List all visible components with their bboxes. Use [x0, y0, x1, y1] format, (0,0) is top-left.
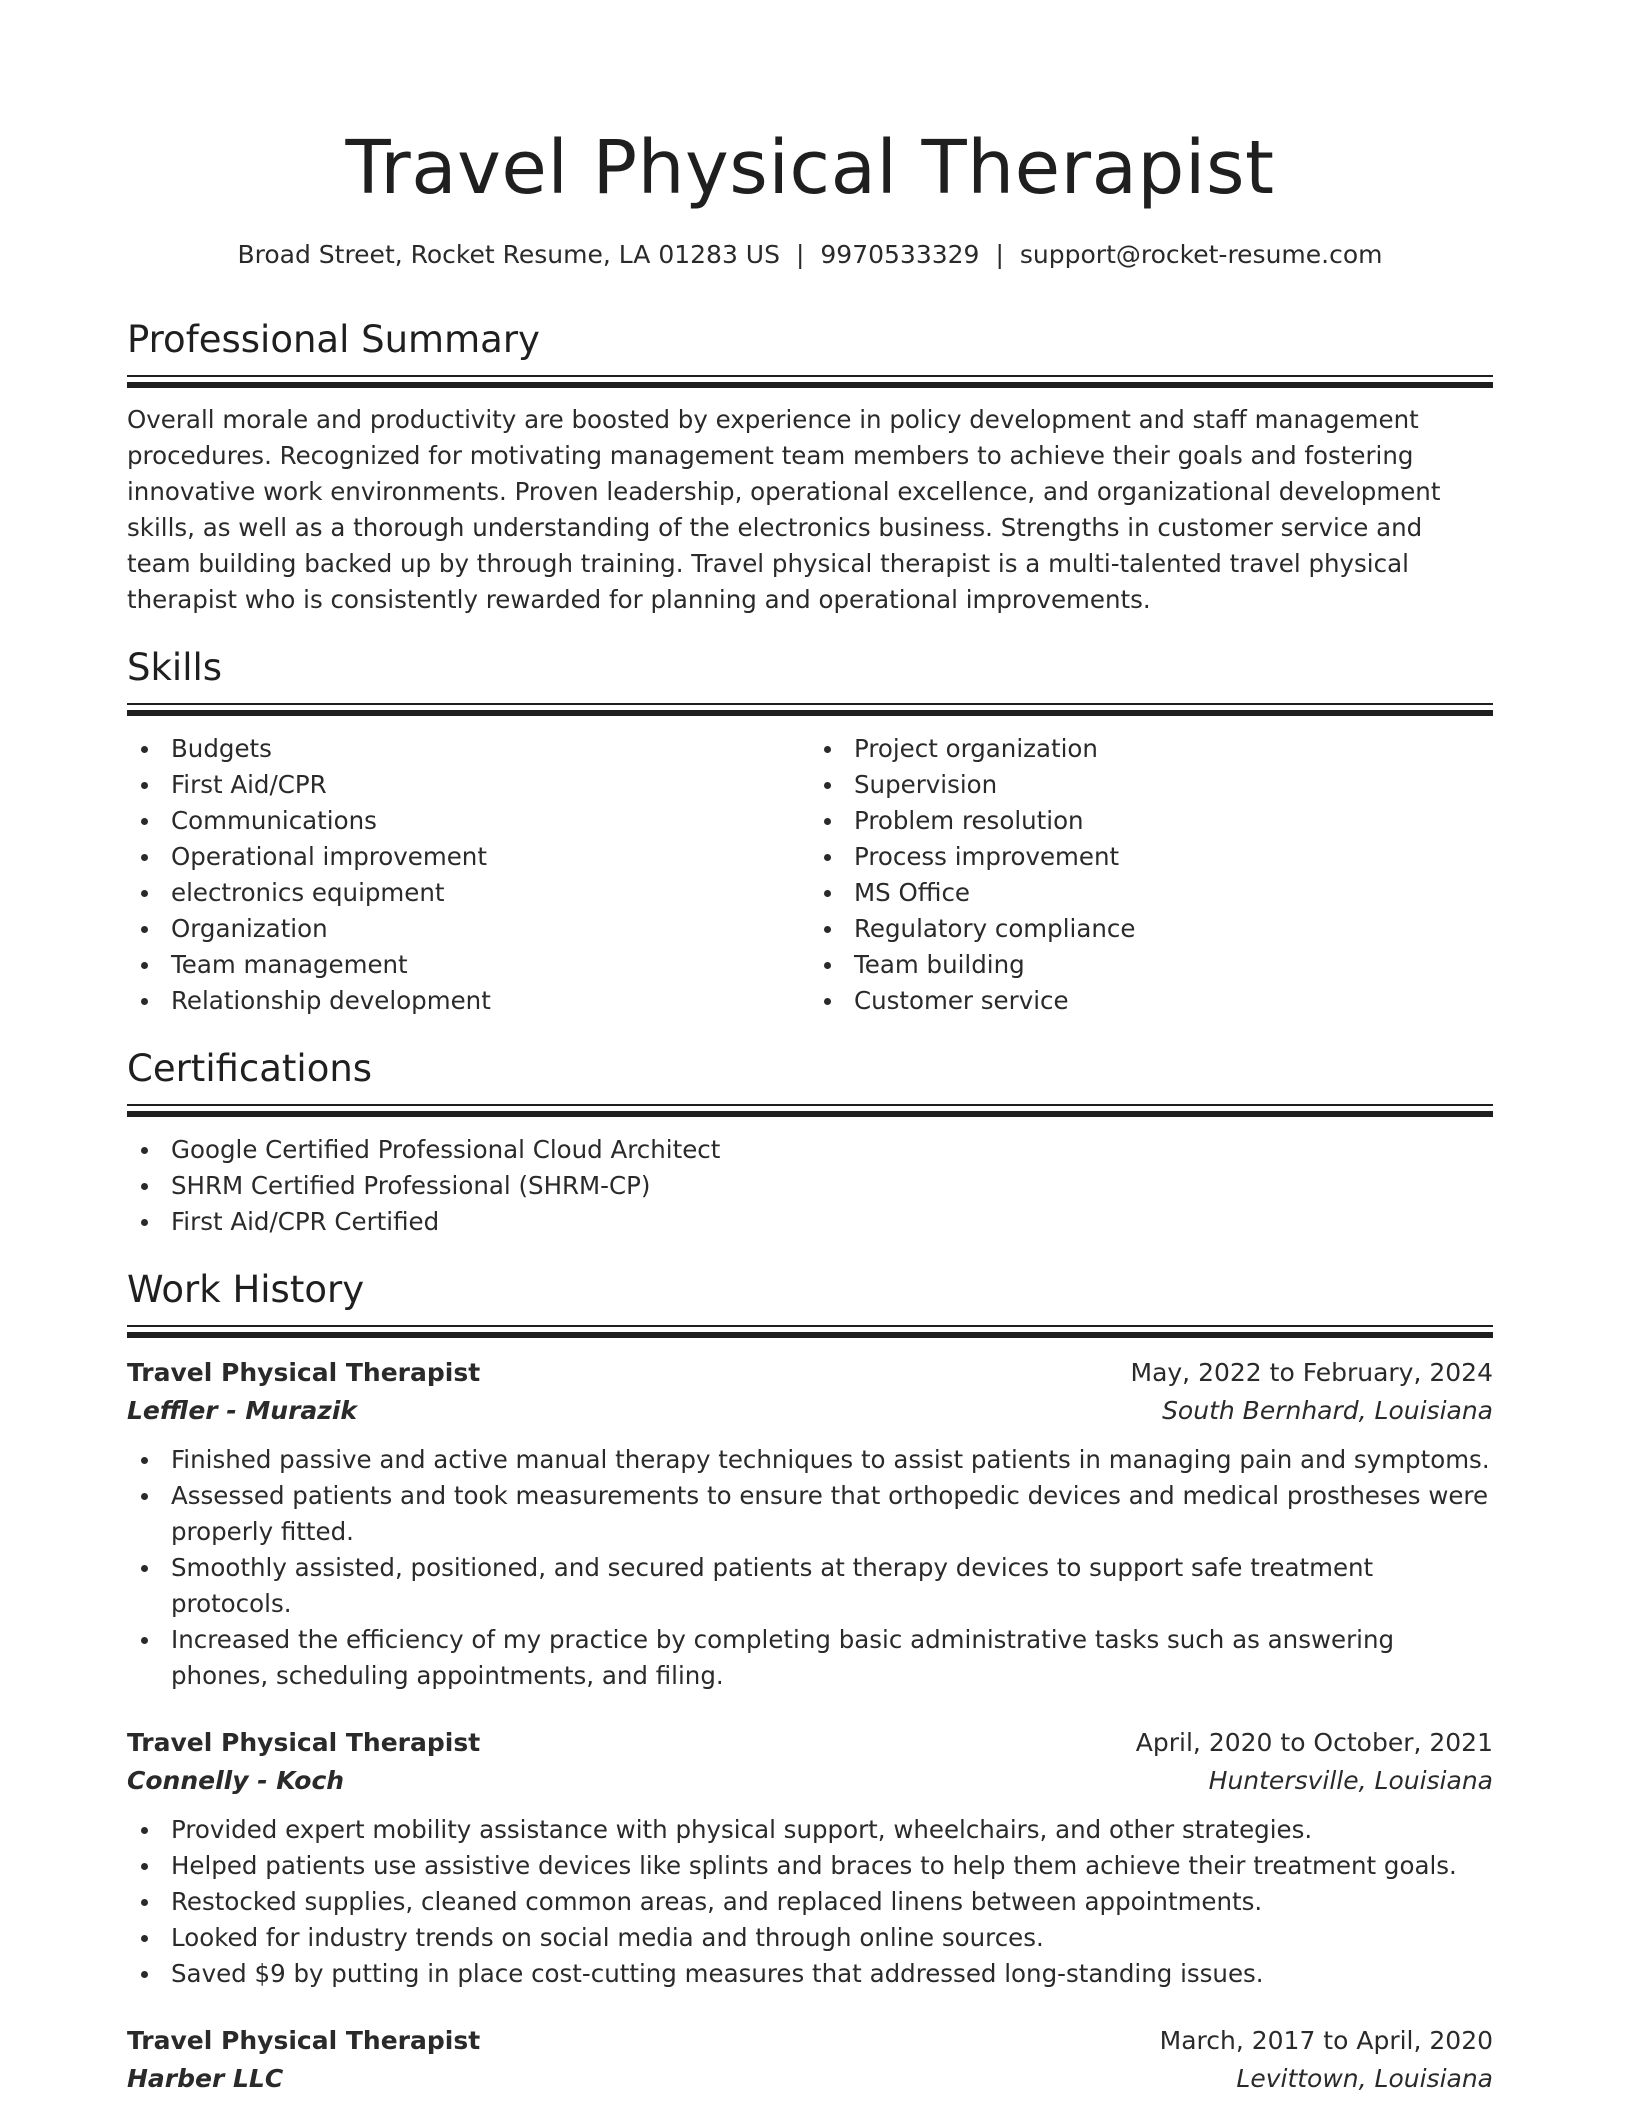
skill-item: Project organization [810, 731, 1493, 767]
skill-item: Budgets [127, 731, 810, 767]
job-bullets [127, 1442, 1493, 1694]
job-header-row [127, 1354, 1493, 1392]
job-bullet: Assessed patients and took measurements to ensure that orthopedic devices and medical prostheses were properly fitted. [127, 1478, 1493, 1550]
contact-email[interactable]: support@rocket-resume.com [1019, 240, 1383, 269]
resume-page [127, 0, 1493, 2098]
job-entry [127, 1354, 1493, 1694]
section-title-work-history: Work History [127, 1268, 365, 1311]
skill-item: Team management [127, 947, 810, 983]
contact-separator: | [795, 240, 805, 269]
job-location: Huntersville, Louisiana [1208, 1766, 1493, 1795]
certification-item: First Aid/CPR Certified [127, 1204, 1493, 1240]
skill-item: Operational improvement [127, 839, 810, 875]
section-title-summary: Professional Summary [127, 318, 540, 361]
skill-item: Communications [127, 803, 810, 839]
section-title-certifications: Certifications [127, 1047, 373, 1090]
contact-line [127, 238, 1493, 272]
certifications-list [127, 1132, 1493, 1240]
job-bullet: Increased the efficiency of my practice by completing basic administrative tasks such as answering phones, scheduling appointments, and filing. [127, 1622, 1493, 1694]
skill-item: Team building [810, 947, 1493, 983]
skill-item: MS Office [810, 875, 1493, 911]
section-divider [127, 1104, 1493, 1117]
job-bullet: Restocked supplies, cleaned common areas, and replaced linens between appointments. [127, 1884, 1493, 1920]
certification-item: Google Certified Professional Cloud Architect [127, 1132, 1493, 1168]
skill-item: First Aid/CPR [127, 767, 810, 803]
job-title: Travel Physical Therapist [127, 1358, 481, 1387]
skill-item: electronics equipment [127, 875, 810, 911]
skill-item: Organization [127, 911, 810, 947]
job-header-row [127, 2022, 1493, 2060]
certification-item: SHRM Certified Professional (SHRM-CP) [127, 1168, 1493, 1204]
job-company-row [127, 2060, 1493, 2098]
job-bullets [127, 1812, 1493, 1992]
jobs-list [127, 1354, 1493, 2098]
job-company: Harber LLC [127, 2064, 284, 2093]
job-company-row [127, 1392, 1493, 1430]
section-divider [127, 375, 1493, 388]
contact-phone[interactable]: 9970533329 [820, 240, 980, 269]
skills-section [127, 643, 1493, 1019]
job-bullet: Saved $9 by putting in place cost-cutting measures that addressed long-standing issues. [127, 1956, 1493, 1992]
contact-separator: | [995, 240, 1004, 269]
job-entry [127, 2022, 1493, 2098]
skill-item: Supervision [810, 767, 1493, 803]
job-dates: March, 2017 to April, 2020 [1159, 2026, 1493, 2055]
section-title-skills: Skills [127, 646, 223, 689]
summary-section [127, 315, 1493, 618]
job-title: Travel Physical Therapist [127, 2026, 481, 2055]
job-company: Connelly - Koch [127, 1766, 345, 1795]
certifications-section [127, 1044, 1493, 1240]
job-company-row [127, 1762, 1493, 1800]
skill-item: Process improvement [810, 839, 1493, 875]
job-bullet: Helped patients use assistive devices like splints and braces to help them achieve their treatment goals. [127, 1848, 1493, 1884]
job-entry [127, 1724, 1493, 1992]
skill-item: Regulatory compliance [810, 911, 1493, 947]
summary-text: Overall morale and productivity are boosted by experience in policy development and staff management procedures. Recognized for motivating management team members to achieve their goals and fostering innovative work environments. Proven leadership, operational excellence, and organizational development skills, as well as a thorough understanding of the electronics business. Strengths in customer service and team building backed up by through training. Travel physical therapist is a multi-talented travel physical therapist who is consistently rewarded for planning and operational improvements. [127, 405, 1441, 614]
job-bullet: Finished passive and active manual therapy techniques to assist patients in managing pain and symptoms. [127, 1442, 1493, 1478]
job-company: Leffler - Murazik [127, 1396, 358, 1425]
job-location: South Bernhard, Louisiana [1162, 1396, 1493, 1425]
section-divider [127, 1325, 1493, 1338]
skill-item: Problem resolution [810, 803, 1493, 839]
skills-list-left [127, 731, 810, 1019]
job-title: Travel Physical Therapist [127, 1728, 481, 1757]
job-dates: May, 2022 to February, 2024 [1130, 1358, 1493, 1387]
section-divider [127, 703, 1493, 716]
job-bullet: Smoothly assisted, positioned, and secured patients at therapy devices to support safe treatment protocols. [127, 1550, 1493, 1622]
skill-item: Customer service [810, 983, 1493, 1019]
skills-columns [127, 731, 1493, 1019]
job-dates: April, 2020 to October, 2021 [1135, 1728, 1493, 1757]
job-bullet: Provided expert mobility assistance with physical support, wheelchairs, and other strategies. [127, 1812, 1493, 1848]
contact-address: Broad Street, Rocket Resume, LA 01283 US [237, 240, 780, 269]
job-header-row [127, 1724, 1493, 1762]
job-location: Levittown, Louisiana [1236, 2064, 1493, 2093]
job-bullet: Looked for industry trends on social media and through online sources. [127, 1920, 1493, 1956]
work-history-section [127, 1265, 1493, 2098]
resume-name: Travel Physical Therapist [345, 125, 1275, 211]
skills-list-right [810, 731, 1493, 1019]
skill-item: Relationship development [127, 983, 810, 1019]
